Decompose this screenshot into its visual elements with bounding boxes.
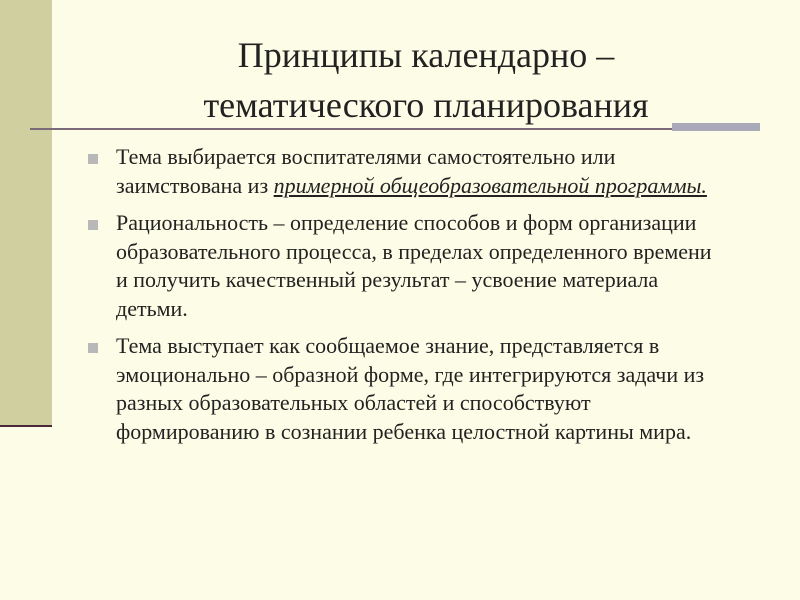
bullet-item	[88, 209, 728, 323]
bullet-square-icon	[88, 220, 98, 230]
bullet-square-icon	[88, 154, 98, 164]
slide-title-line-1: Принципы календарно –	[237, 35, 615, 75]
bullet-text: Тема выбирается воспитателями самостоятельно или заимствована из	[116, 144, 616, 198]
title-divider-accent	[672, 123, 760, 131]
bullet-square-icon	[88, 343, 98, 353]
slide-title	[52, 30, 800, 130]
bullet-text: Рациональность – определение способов и форм организации образовательного процесса, в пределах определенного времени и получить качественный результат – усвоение материала детьми.	[116, 210, 712, 321]
title-divider	[30, 128, 758, 130]
slide-title-line-2: тематического планирования	[203, 85, 649, 125]
program-link[interactable]: примерной общеобразовательной программы.	[273, 172, 707, 198]
left-band-edge	[0, 425, 52, 427]
bullet-item	[88, 143, 728, 200]
bullet-list	[88, 143, 728, 455]
left-decorative-band	[0, 0, 52, 425]
bullet-text: Тема выступает как сообщаемое знание, представляется в эмоционально – образной форме, где интегрируются задачи из разных образовательных областей и способствуют формированию в сознании ребенка целостной картины мира.	[116, 333, 705, 444]
bullet-item	[88, 332, 728, 446]
